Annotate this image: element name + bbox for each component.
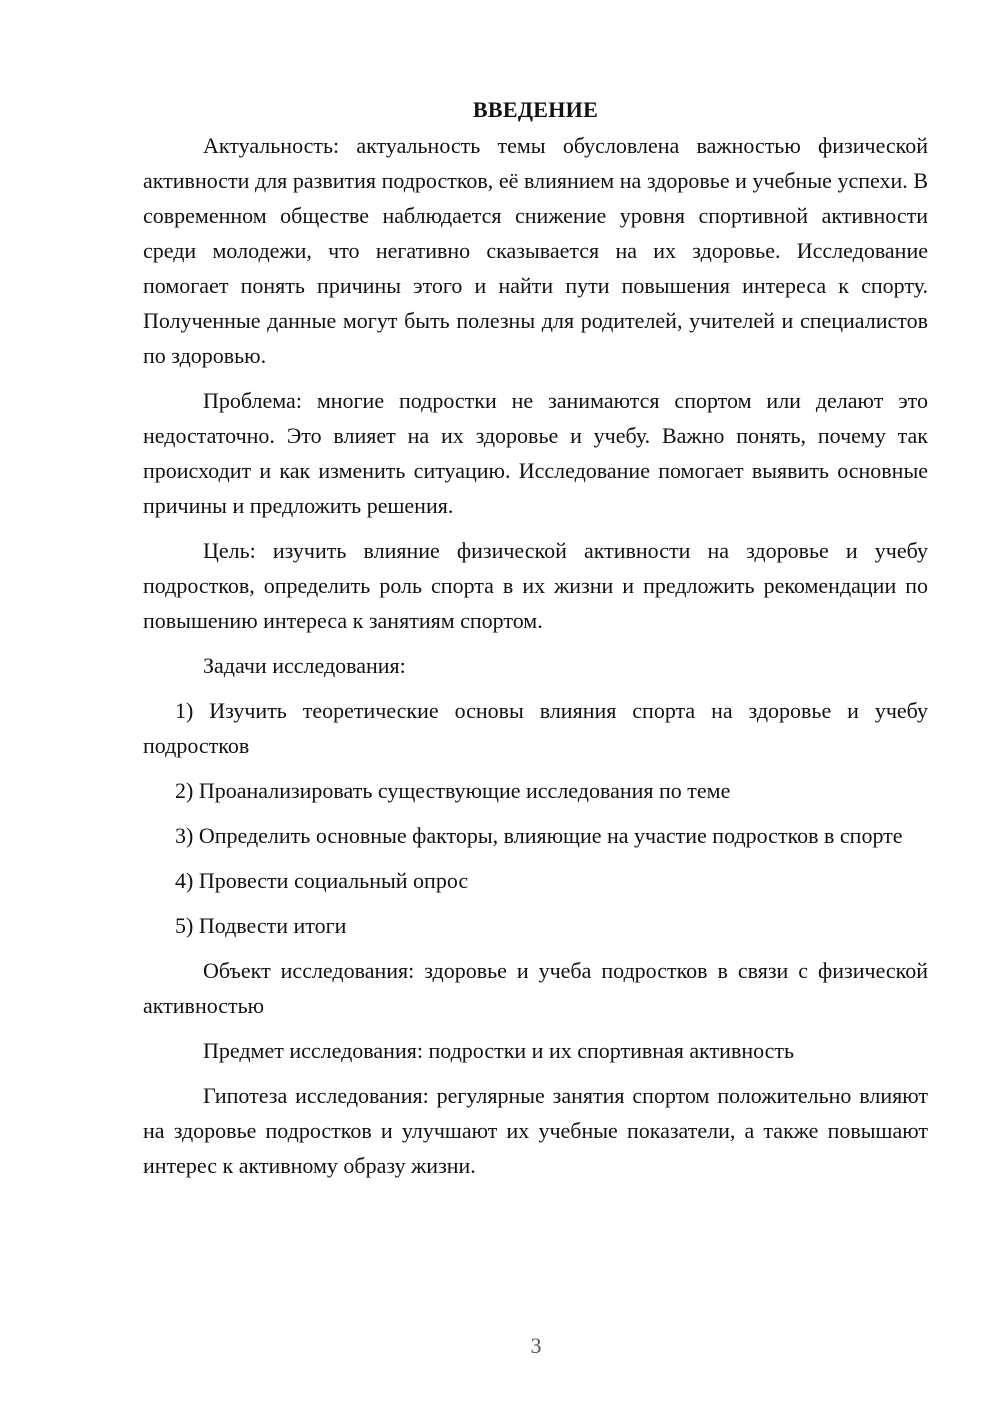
task-item-3: 3) Определить основные факторы, влияющие на участие подростков в спорте <box>175 823 903 848</box>
task-item-1: 1) Изучить теоретические основы влияния спорта на здоровье и учебу подростков <box>143 698 928 758</box>
page-number: 3 <box>530 1333 542 1358</box>
tasks-heading: Задачи исследования: <box>203 653 406 678</box>
page-title: ВВЕДЕНИЕ <box>472 97 599 122</box>
document-page <box>143 94 928 1193</box>
paragraph-hypothesis: Гипотеза исследования: регулярные занятия спортом положительно влияют на здоровье подростков и улучшают их учебные показатели, а также повышают интерес к активному образу жизни. <box>143 1083 928 1178</box>
paragraph-subject: Предмет исследования: подростки и их спортивная активность <box>203 1038 795 1063</box>
paragraph-relevance: Актуальность: актуальность темы обусловлена важностью физической активности для развития подростков, её влиянием на здоровье и учебные успехи. В современном обществе наблюдается снижение уровня спортивной активности среди молодежи, что негативно сказывается на их здоровье. Исследование помогает понять причины этого и найти пути повышения интереса к спорту. Полученные данные могут быть полезны для родителей, учителей и специалистов по здоровью. <box>143 133 928 368</box>
task-item-4: 4) Провести социальный опрос <box>175 868 469 893</box>
paragraph-problem: Проблема: многие подростки не занимаются спортом или делают это недостаточно. Это влияет на их здоровье и учебу. Важно понять, почему так происходит и как изменить ситуацию. Исследование помогает выявить основные причины и предложить решения. <box>143 388 928 518</box>
paragraph-goal: Цель: изучить влияние физической активности на здоровье и учебу подростков, определить роль спорта в их жизни и предложить рекомендации по повышению интереса к занятиям спортом. <box>143 538 928 633</box>
paragraph-object: Объект исследования: здоровье и учеба подростков в связи с физической активностью <box>143 958 928 1018</box>
task-item-5: 5) Подвести итоги <box>175 913 347 938</box>
task-item-2: 2) Проанализировать существующие исследования по теме <box>175 778 731 803</box>
